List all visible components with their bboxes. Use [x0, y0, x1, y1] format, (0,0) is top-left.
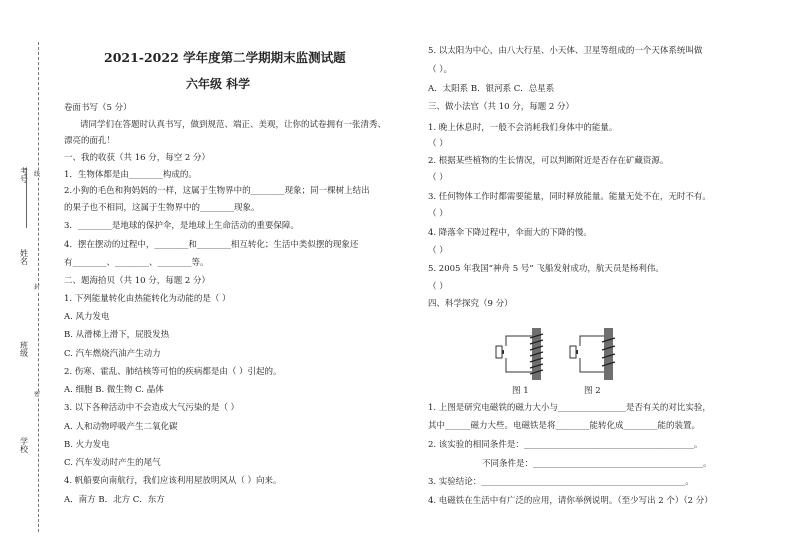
answer-bracket: （ ） [428, 173, 448, 183]
option-line: B. 火力发电 [64, 440, 110, 450]
instruction-line: 漂亮的面孔！ [64, 136, 116, 146]
answer-bracket: （ ） [428, 246, 448, 256]
option-line: A．南方 B．北方 C．东方 [64, 495, 165, 505]
question-line: 3. 以下各种活动中不会造成大气污染的是（ ） [64, 403, 240, 413]
question-line: 4．摆在摆动的过程中，________和________相互转化；生活中类似摆的现象还 [64, 240, 359, 250]
exam-subtitle: 六年级 科学 [186, 77, 251, 91]
exam-title: 2021-2022 学年度第二学期期末监测试题 [104, 50, 346, 65]
option-line: A. 人和动物呼吸产生二氧化碳 [64, 422, 178, 432]
instruction-line: 请同学们在答题时认真书写，做到规范、端正、美观，让你的试卷拥有一张清秀、 [80, 120, 387, 130]
judge-question: 2. 根据某些植物的生长情况，可以判断附近是否存在矿藏资源。 [428, 156, 669, 166]
answer-bracket: （ ）。 [428, 65, 452, 75]
figure-caption-1: 图 1 [512, 386, 529, 396]
question-line: 2. 该实验的相同条件是：________________________________________。 [428, 440, 703, 450]
question-line: 的果子也不相同，这属于生物界中的________现象。 [64, 203, 260, 213]
answer-bracket: （ ） [428, 209, 448, 219]
question-line: 1. 下列能量转化由热能转化为动能的是（ ） [64, 294, 231, 304]
answer-bracket: （ ） [428, 139, 448, 149]
binding-label-school: 学校 [20, 437, 28, 454]
question-line: 3. 实验结论：________________________________________________。 [428, 477, 694, 487]
question-line: 不同条件是：________________________________________。 [482, 459, 712, 469]
judge-question: 1. 晚上休息时，一般不会消耗我们身体中的能量。 [428, 123, 618, 133]
fill-line [26, 168, 27, 228]
battery-1 [496, 346, 502, 358]
handwriting-score-line: 卷面书写（5 分） [64, 103, 132, 113]
binding-label-class: 班级 [20, 341, 28, 358]
binding-label-exam-no: 考号 [20, 167, 28, 184]
figure-caption-2: 图 2 [584, 386, 601, 396]
electromagnet-figure-1 [488, 324, 556, 384]
option-line: A．太阳系 B．银河系 C．总星系 [428, 84, 555, 94]
section-heading: 一、我的收获（共 16 分，每空 2 分） [64, 153, 211, 163]
binding-mark-line: 线 [34, 172, 44, 178]
battery-terminal-1 [502, 350, 504, 354]
question-line: 2. 伤寒、霍乱、肺结核等可怕的疾病都是由（ ）引起的。 [64, 367, 282, 377]
question-line: 1. 上图是研究电磁铁的磁力大小与________________是否有关的对比实验， [428, 403, 711, 413]
section-heading: 二、题海拾贝（共 10 分，每题 2 分） [64, 276, 211, 286]
question-line: 4. 电磁铁在生活中有广泛的应用，请你举例说明。（至少写出 2 个）（2 分） [428, 496, 713, 506]
binding-mark-seal: 封 [34, 285, 44, 291]
question-line: 其中______磁力大些。电磁铁是将________能转化成________能的装置。 [428, 421, 701, 431]
question-line: 2.小狗的毛色和狗妈妈的一样，这属于生物界中的________现象；同一棵树上结出 [64, 186, 370, 196]
electromagnet-figure-2 [568, 324, 636, 384]
section-heading: 四、科学探究（9 分） [428, 299, 513, 309]
question-line: 4. 帆船要向南航行，我们应该利用屋放明风从（ ）向来。 [64, 476, 282, 486]
wire-1 [506, 336, 532, 372]
question-line: 有________、________、________等。 [64, 258, 209, 268]
wire-2 [580, 336, 604, 372]
option-line: A. 细胞 B. 微生物 C. 晶体 [64, 385, 164, 395]
judge-question: 4. 降落伞下降过程中，伞面大的下降的慢。 [428, 228, 592, 238]
question-line: 5. 以太阳为中心，由八大行星、小天体、卫星等组成的一个天体系统叫做 [428, 46, 703, 56]
binding-mark-close: 密 [34, 392, 44, 398]
iron-core-2 [604, 328, 613, 380]
option-line: C. 汽车燃烧汽油产生动力 [64, 349, 161, 359]
binding-label-name: 姓名 [20, 249, 28, 266]
judge-question: 5. 2005 年我国“神舟 5 号” 飞船发射成功，航天员是杨利伟。 [428, 264, 664, 274]
battery-2 [570, 346, 576, 358]
question-line: 1．生物体都是由________构成的。 [64, 170, 197, 180]
battery-terminal-2 [576, 350, 578, 354]
question-line: 3．________是地球的保护伞，是地球上生命活动的重要保障。 [64, 221, 299, 231]
option-line: A. 风力发电 [64, 312, 110, 322]
section-heading: 三、做小法官（共 10 分，每题 2 分） [428, 102, 575, 112]
answer-bracket: （ ） [428, 282, 448, 292]
judge-question: 3. 任何物体工作时都需要能量，同时释放能量。能量无处不在，无时不有。 [428, 192, 711, 202]
option-line: B. 从滑梯上滑下，屁股发热 [64, 330, 170, 340]
option-line: C. 汽车发动时产生的尾气 [64, 458, 161, 468]
